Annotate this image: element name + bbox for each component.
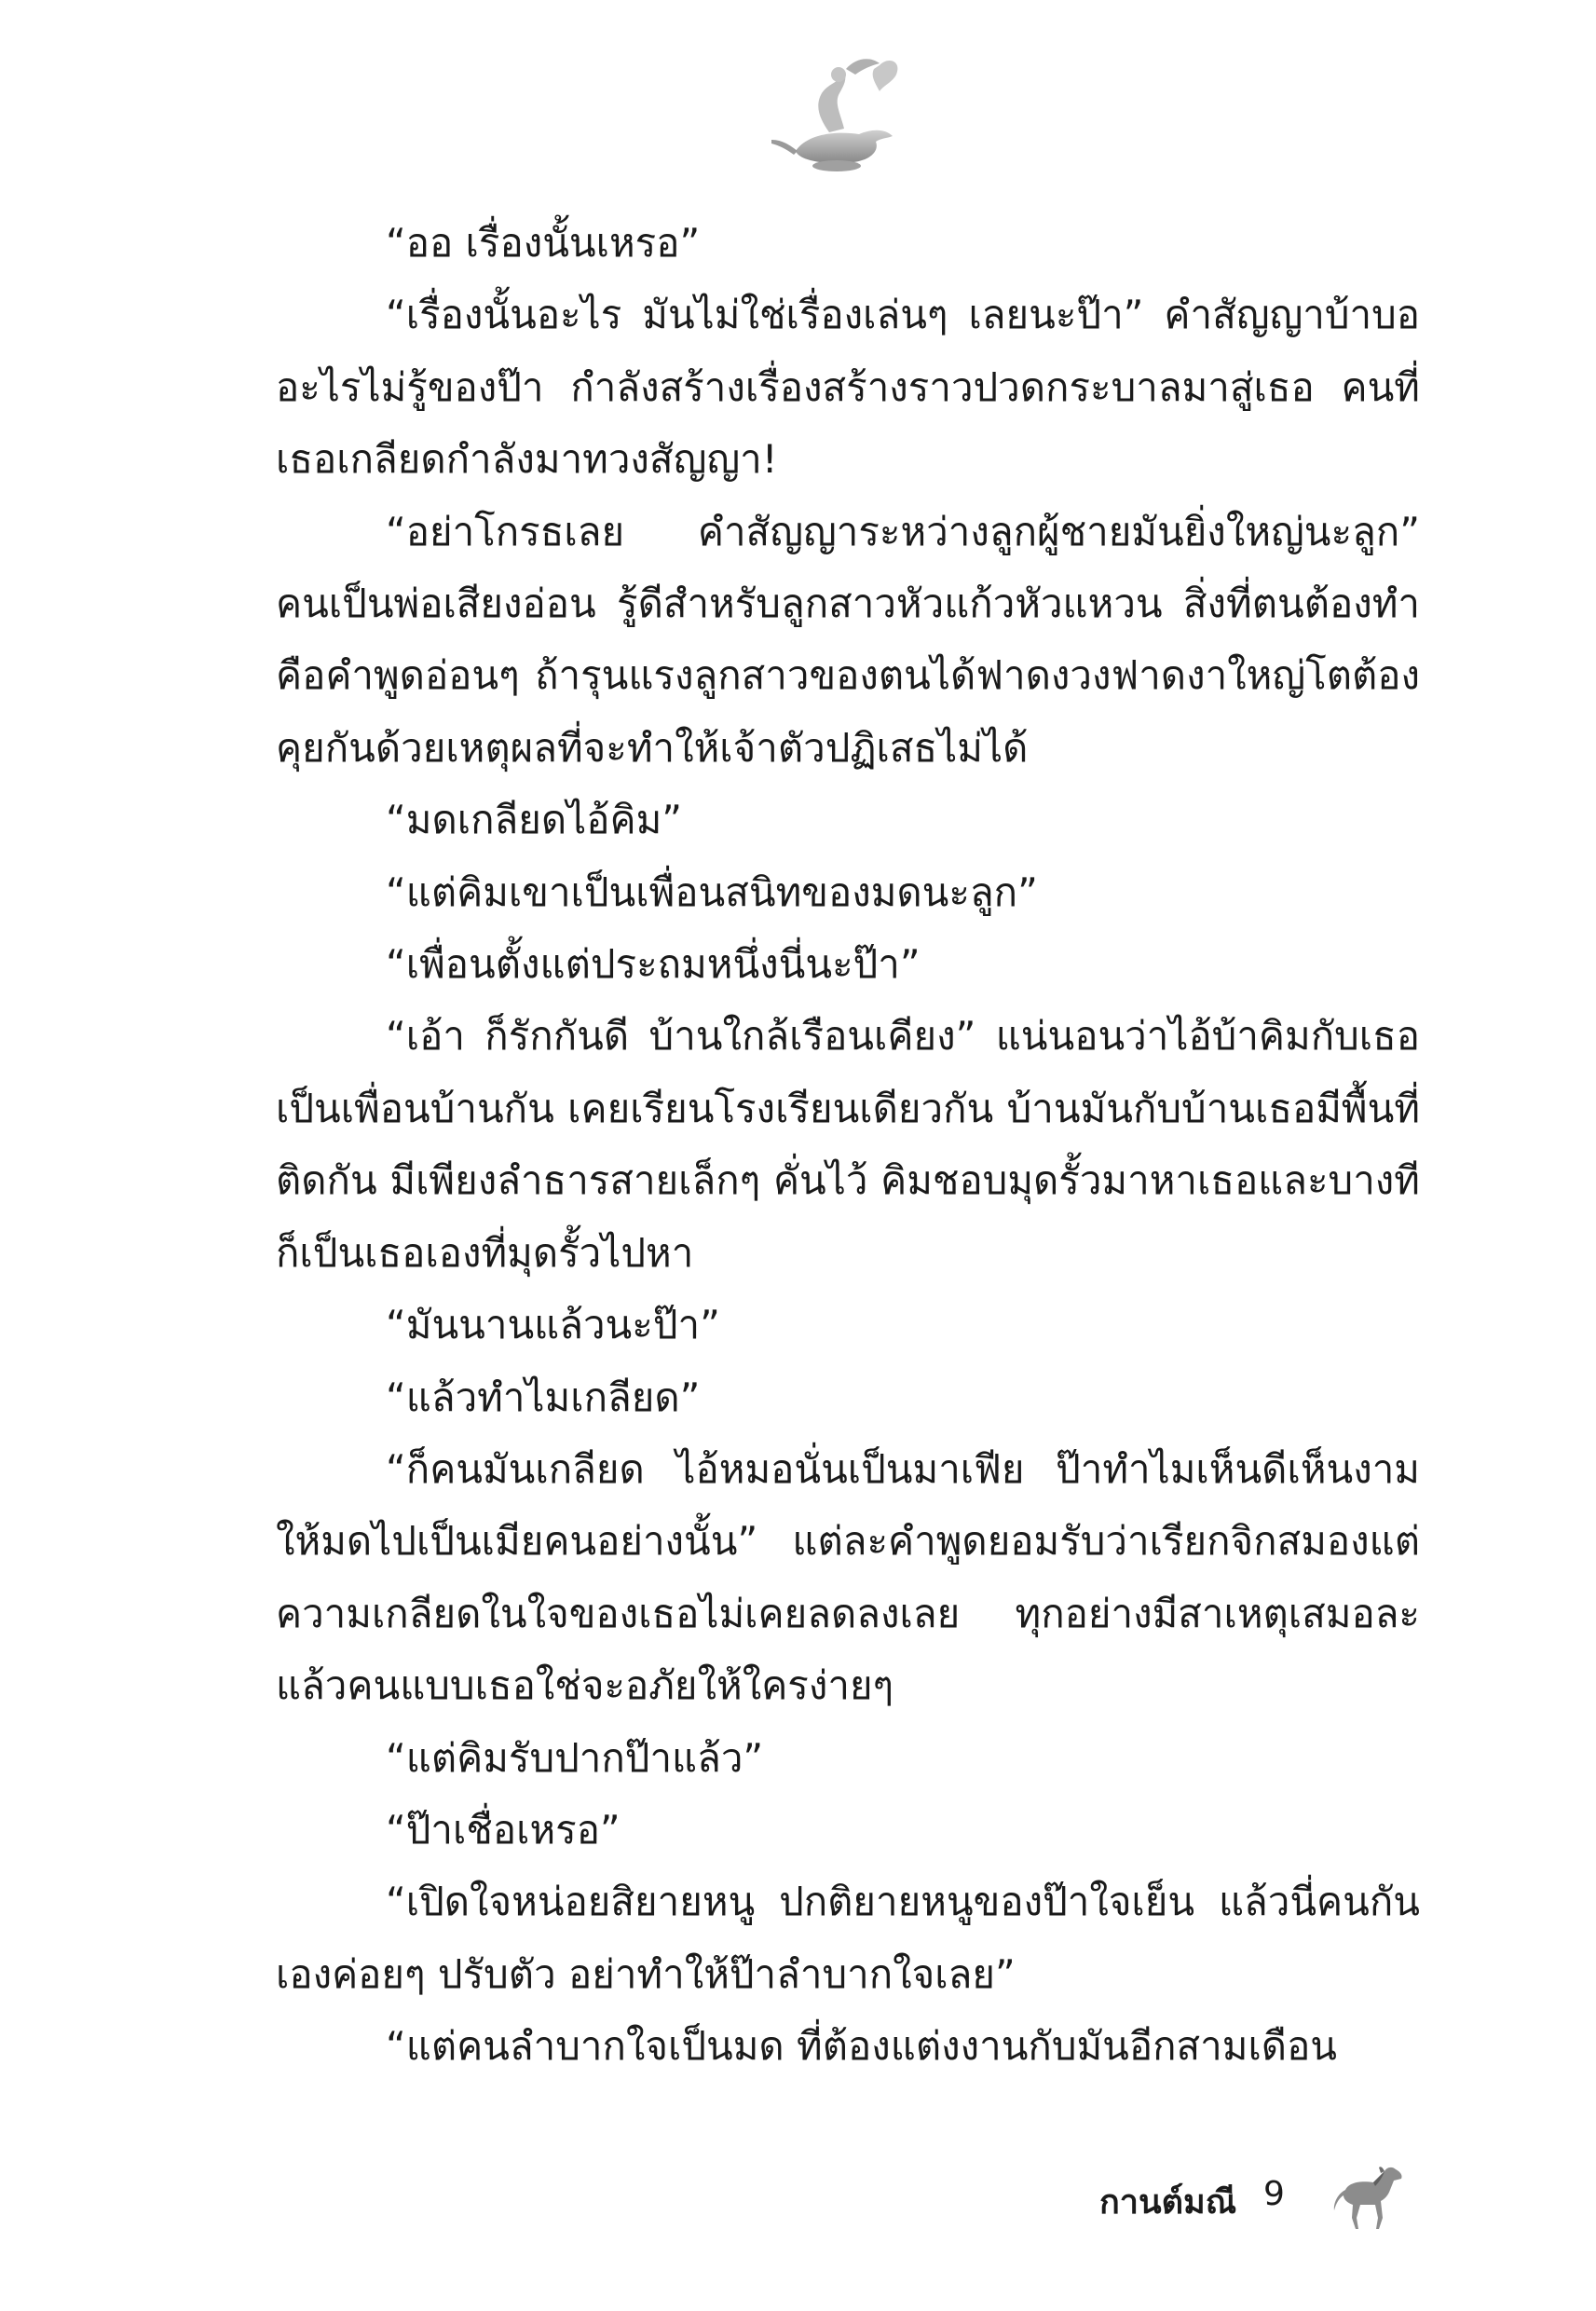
horse-icon [1332, 2162, 1407, 2233]
paragraph: “มันนานแล้วนะป๊า” [386, 1302, 720, 1348]
paragraph: “มดเกลียดไอ้คิม” [386, 797, 683, 843]
paragraph: “แต่คิมเขาเป็นเพื่อนสนิทของมดนะลูก” [386, 868, 1038, 915]
paragraph: “แล้วทำไมเกลียด” [386, 1374, 701, 1420]
paragraph: “ป๊าเชื่อเหรอ” [386, 1806, 621, 1853]
paragraph: “ออ เรื่องนั้นเหรอ” [386, 220, 701, 266]
paragraph: “เพื่อนตั้งแต่ประถมหนึ่งนี่นะป๊า” [386, 941, 921, 988]
page-number: 9 [1263, 2175, 1285, 2213]
paragraph: “แต่คิมรับปากป๊าแล้ว” [386, 1734, 764, 1781]
paragraph: “เอ้า ก็รักกันดี บ้านใกล้เรือนเคียง” แน่นอนว่าไอ้บ้าคิมกับเธอเป็นเพื่อนบ้านกัน เคยเรียนโรงเรียนเดียวกัน บ้านมันกับบ้านเธอมีพื้นที่ติดกัน มีเพียงลำธารสายเล็กๆ คั่นไว้ คิมชอบมุดรั้วมาหาเธอและบางทีก็เป็นเธอเองที่มุดรั้วไปหา [276, 1013, 1420, 1276]
page-footer [1071, 2162, 1444, 2236]
paragraph: “แต่คนลำบากใจเป็นมด ที่ต้องแต่งงานกับมันอีกสามเดือน [386, 2023, 1338, 2070]
paragraph: “อย่าโกรธเลย คำสัญญาระหว่างลูกผู้ชายมันยิ่งใหญ่นะลูก” คนเป็นพ่อเสียงอ่อน รู้ดีสำหรับลูกสาวหัวแก้วหัวแหวน สิ่งที่ตนต้องทำคือคำพูดอ่อนๆ ถ้ารุนแรงลูกสาวของตนได้ฟาดงวงฟาดงาใหญ่โตต้องคุยกันด้วยเหตุผลที่จะทำให้เจ้าตัวปฏิเสธไม่ได้ [276, 508, 1433, 771]
magic-lamp-genie-icon [770, 54, 909, 175]
story-text [276, 207, 1433, 2083]
book-title: กานต์มณี [1099, 2183, 1237, 2222]
paragraph: “เรื่องนั้นอะไร มันไม่ใช่เรื่องเล่นๆ เลยนะป๊า” คำสัญญาบ้าบออะไรไม่รู้ของป๊า กำลังสร้างเรื่องสร้างราวปวดกระบาลมาสู่เธอ คนที่เธอเกลียดกำลังมาทวงสัญญา! [276, 292, 1420, 483]
paragraph: “เปิดใจหน่อยสิยายหนู ปกติยายหนูของป๊าใจเย็น แล้วนี่คนกันเองค่อยๆ ปรับตัว อย่าทำให้ป๊าลำบากใจเลย” [276, 1879, 1420, 1997]
paragraph: “ก็คนมันเกลียด ไอ้หมอนั่นเป็นมาเฟีย ป๊าทำไมเห็นดีเห็นงามให้มดไปเป็นเมียคนอย่างนั้น” แต่ละคำพูดยอมรับว่าเรียกจิกสมองแต่ความเกลียดในใจของเธอไม่เคยลดลงเลย ทุกอย่างมีสาเหตุเสมอละแล้วคนแบบเธอใช่จะอภัยให้ใครง่ายๆ [276, 1445, 1420, 1709]
